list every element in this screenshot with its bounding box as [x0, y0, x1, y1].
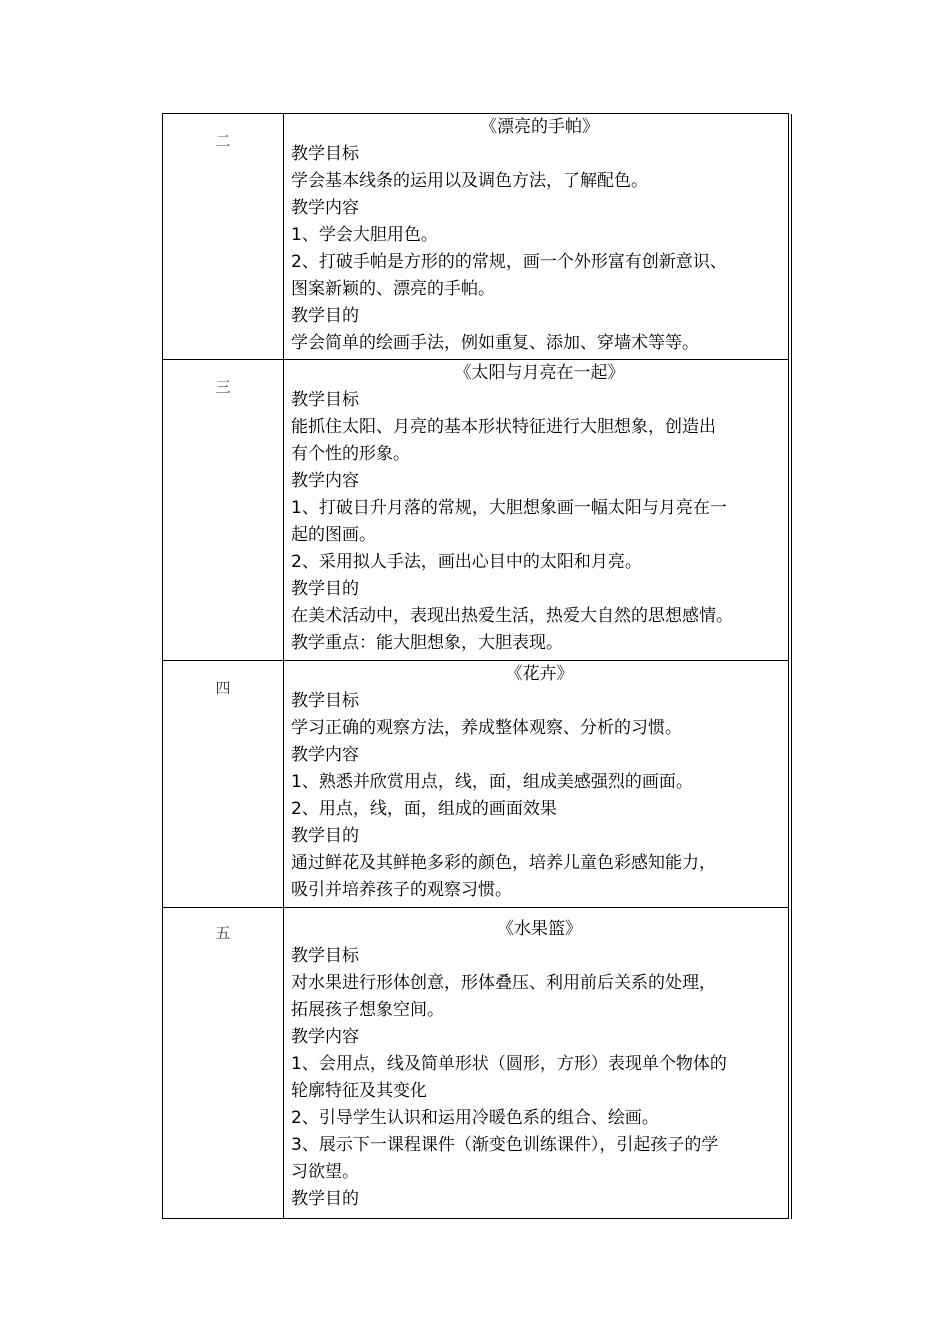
content-line: 拓展孩子想象空间。	[291, 1000, 444, 1020]
content-line: 1、熟悉并欣赏用点，线，面，组成美感强烈的画面。	[291, 772, 693, 792]
content-line: 1、学会大胆用色。	[291, 225, 438, 245]
lesson-number: 二	[215, 132, 231, 150]
content-line: 图案新颖的、漂亮的手帕。	[291, 279, 495, 299]
content-line: 对水果进行形体创意，形体叠压、利用前后关系的处理，	[291, 973, 716, 993]
content-line: 3、展示下一课程课件（渐变色训练课件），引起孩子的学	[291, 1135, 719, 1155]
content-line: 学会基本线条的运用以及调色方法，了解配色。	[291, 171, 648, 191]
lesson-title: 《水果篮》	[497, 919, 582, 939]
section-heading: 教学内容	[291, 745, 359, 765]
table-row	[163, 360, 789, 661]
lesson-content-cell	[284, 908, 789, 1218]
content-line: 起的图画。	[291, 525, 376, 545]
content-line: 1、打破日升月落的常规，大胆想象画一幅太阳与月亮在一	[291, 498, 727, 518]
content-line: 通过鲜花及其鲜艳多彩的颜色，培养儿童色彩感知能力，	[291, 853, 716, 873]
lesson-number: 五	[215, 924, 231, 942]
section-heading: 教学内容	[291, 198, 359, 218]
lesson-number-cell	[163, 908, 284, 1218]
content-line: 教学重点：能大胆想象，大胆表现。	[291, 633, 563, 653]
section-heading: 教学目标	[291, 144, 359, 164]
lesson-number-cell	[163, 661, 284, 907]
content-line: 学习正确的观察方法，养成整体观察、分析的习惯。	[291, 718, 682, 738]
lesson-number-cell	[163, 114, 284, 359]
content-line: 学会简单的绘画手法，例如重复、添加、穿墙术等等。	[291, 333, 699, 353]
lesson-content-cell	[284, 360, 789, 660]
section-heading: 教学目的	[291, 1189, 359, 1209]
section-heading: 教学目的	[291, 306, 359, 326]
content-line: 2、打破手帕是方形的的常规，画一个外形富有创新意识、	[291, 252, 727, 272]
content-line: 有个性的形象。	[291, 444, 410, 464]
content-line: 2、采用拟人手法，画出心目中的太阳和月亮。	[291, 552, 642, 572]
lesson-number: 四	[215, 679, 231, 697]
section-heading: 教学内容	[291, 471, 359, 491]
lesson-number: 三	[215, 378, 231, 396]
content-line: 轮廓特征及其变化	[291, 1081, 427, 1101]
lesson-title: 《漂亮的手帕》	[480, 117, 599, 137]
table-row	[163, 114, 789, 360]
section-heading: 教学内容	[291, 1027, 359, 1047]
content-line: 2、引导学生认识和运用冷暖色系的组合、绘画。	[291, 1108, 659, 1128]
section-heading: 教学目标	[291, 691, 359, 711]
section-heading: 教学目标	[291, 390, 359, 410]
lesson-content-cell	[284, 114, 789, 359]
lesson-plan-table	[162, 113, 789, 1219]
lesson-title: 《太阳与月亮在一起》	[454, 363, 625, 383]
lesson-content-cell	[284, 661, 789, 907]
section-heading: 教学目标	[291, 946, 359, 966]
content-line: 在美术活动中，表现出热爱生活，热爱大自然的思想感情。	[291, 606, 733, 626]
lesson-title: 《花卉》	[505, 664, 574, 684]
lesson-number-cell	[163, 360, 284, 660]
section-heading: 教学目的	[291, 826, 359, 846]
content-line: 2、用点，线，面，组成的画面效果	[291, 799, 557, 819]
table-row	[163, 908, 789, 1219]
table-row	[163, 661, 789, 908]
content-line: 习欲望。	[291, 1162, 359, 1182]
content-line: 1、会用点，线及简单形状（圆形，方形）表现单个物体的	[291, 1054, 727, 1074]
content-line: 吸引并培养孩子的观察习惯。	[291, 880, 512, 900]
content-line: 能抓住太阳、月亮的基本形状特征进行大胆想象，创造出	[291, 417, 716, 437]
section-heading: 教学目的	[291, 579, 359, 599]
